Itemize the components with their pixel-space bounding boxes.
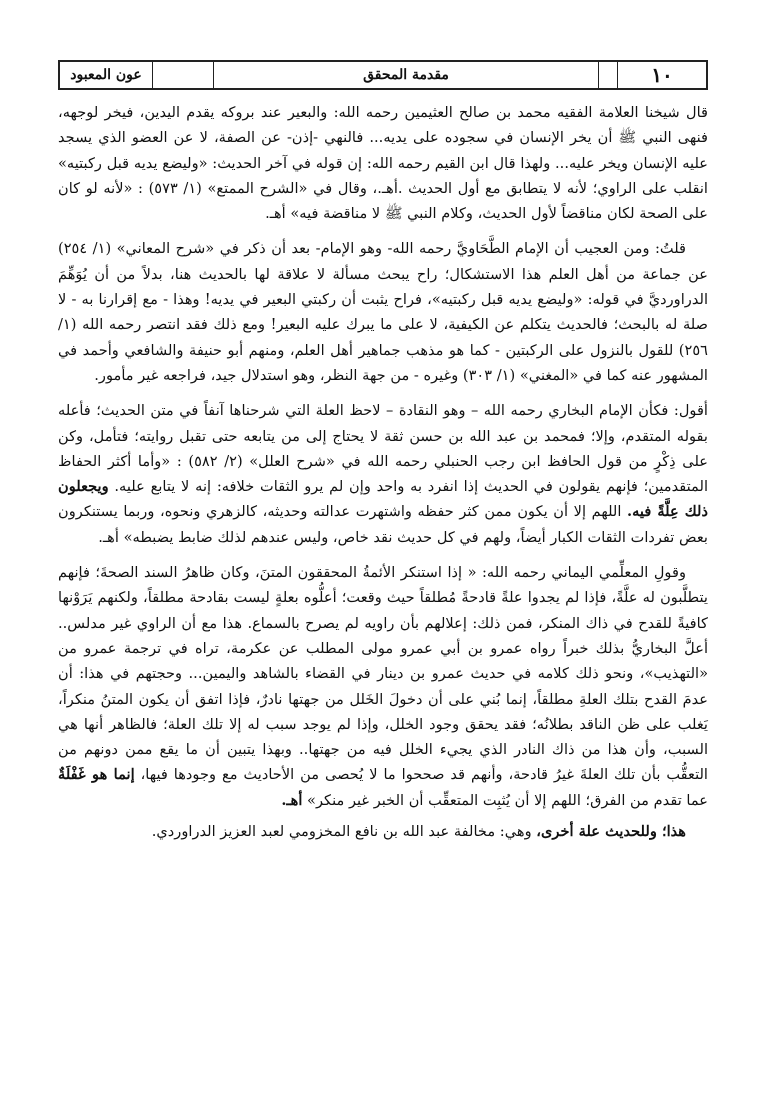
bold-text-run: هذا؛ وللحديث علة أخرى، [536, 823, 686, 841]
paragraph-muallimi [58, 560, 708, 813]
section-title: مقدمة المحقق [214, 61, 599, 89]
page [58, 60, 708, 844]
paragraph-quote-uthaymeen [58, 100, 708, 226]
bold-text-run: ويجعلون ذلك عِلَّةً فيه. [58, 478, 708, 521]
text-run: اللهم إلا أن يكون ممن كثر حفظه واشتهرت عدالته وحديثه، كالزهري ونحوه، وربما يستنكرون بعض تفردات الثقات الكبار أيضاً، ولهم في كل حديث نقد خاص، وليس عندهم لذلك ضابط يضبطه» أهـ. [58, 503, 708, 546]
text-run: وهي: مخالفة عبد الله بن نافع المخزومي لعبد العزيز الدراوردي. [151, 823, 537, 841]
page-header [58, 60, 708, 90]
text-run: قال شيخنا العلامة الفقيه محمد بن صالح العثيمين رحمه الله: والبعير عند بروكه يقدم اليدين، فيخر لوجهه، فنهى النبي ﷺ أن يخر الإنسان في سجوده على يديه... فالنهي -إذن- عن الصفة، لا عن العضو الذي يسجد عليه الإنسان ويخر عليه... ولهذا قال ابن القيم رحمه الله: إن قوله في آخر الحديث: «وليضع يديه قبل ركبتيه» انقلب على الراوي؛ لأنه لا يتطابق مع أول الحديث .أهـ.، وقال في «الشرح الممتع» (١/ ٥٧٣) : «لأنه لو كان على الصحة لكان مناقضاً لأول الحديث، وكلام النبي ﷺ لا مناقضة فيه» أهـ. [58, 104, 708, 223]
bold-text-run: أهـ. [281, 791, 303, 809]
paragraph-bukhari [58, 398, 708, 550]
paragraph-tahawi [58, 236, 708, 388]
header-spacer [153, 61, 214, 89]
page-number: ١٠ [618, 61, 708, 89]
text-run: قلتُ: ومن العجيب أن الإمام الطَّحَاويَّ رحمه الله- وهو الإمام- بعد أن ذكر في «شرح المعاني» (١/ ٢٥٤) عن جماعة من أهل العلم هذا الاستشكال؛ راح يبحث مسألة لا علاقة لها بالحديث هنا، بدلاً من أن يُوَهِّمَ الدراورديَّ في قوله: «وليضع يديه قبل ركبتيه»، فراح يثبت أن ركبتي البعير في يديه! وهذا - مع إقرارنا به - لا صلة له بالبحث؛ فالحديث يتكلم عن الكيفية، لا على ما يبرك عليه البعير! ومع ذلك فقد انتصر رحمه الله (١/ ٢٥٦) للقول بالنزول على الركبتين - كما هو مذهب جماهير أهل العلم، ومنهم أبو حنيفة والشافعي وأحمد في المشهور عنه كما في «المغني» (١/ ٣٠٣) وغيره - من جهة النظر، وهو استدلال جيد، فراجعه غير مأمور. [58, 240, 708, 384]
header-spacer [599, 61, 618, 89]
book-title: عون المعبود [59, 61, 153, 89]
bold-text-run: إنما هو غَفْلَةٌ [58, 766, 135, 784]
text-run: عما تقدم من الفرق؛ اللهم إلا أن يُثبِت المتعقِّب أن الخبر غير منكر» [302, 791, 708, 809]
text-run: أقول: فكأن الإمام البخاري رحمه الله – وهو النقادة – لاحظ العلة التي شرحناها آنفاً في متن الحديث؛ فأعله بقوله المتقدم، وإلا؛ فمحمد بن عبد الله بن حسن ثقة لا يحتاج إلى من يتابعه حتى تقبل روايته؛ فتأمل، وكن على ذِكْرٍ من قول الحافظ ابن رجب الحنبلي رحمه الله في «شرح العلل» (٢/ ٥٨٢) : «وأما أكثر الحفاظ المتقدمين؛ فإنهم يقولون في الحديث إذا انفرد به واحد وإن لم يرو الثقات خلافه: إنه لا يتابع عليه. [58, 402, 708, 496]
paragraph-another-defect [58, 819, 708, 844]
text-run: وقولِ المعلِّمي اليماني رحمه الله: « إذا استنكر الأئمةُ المحققون المتنَ، وكان ظاهرُ السند الصحةَ؛ فإنهم يتطلَّبون له علَّةً، فإذا لم يجدوا علةً قادحةً مُطلقاً حيث وقعت؛ أعلُّوه بعلةٍ ليست بقادحة مطلقاً، ولكنهم يَرَوْنها كافيةً للقدح في ذاك المنكر، فمن ذلك: إعلالهم بأن راويه لم يصرح بالسماع. هذا مع أن الراوي غير مدلس.. أعلَّ البخاريُّ بذلك خبراً رواه عمرو بن أبي عمرو مولى المطلب عن عكرمة، تراه في ترجمة عمرو من «التهذيب»، ونحو ذلك كلامه في حديث عمرو بن دينار في القضاء بالشاهد واليمين... وحجتهم في هذا: أن عدمَ القدح بتلك العلةِ مطلقاً، إنما بُني على أن دخولَ الخَلل من جهتها نادرٌ، فإذا اتفق أن يكون المتنُ منكراً، يَغلب على ظن الناقد بطلانُه؛ فقد يحقق وجود الخلل، وإذا لم يوجد سبب له إلا تلك العلة؛ فالظاهر أنها هي السبب، وأن هذا من ذاك النادر الذي يجيء الخلل فيه من جهتها.. وبهذا يتبين أن ما يقع ممن دونهم من التعقُّب بأن تلك العلةَ غيرُ قادحة، وأنهم قد صححوا ما لا يُحصى من الأحاديث مع وجودها فيها، [58, 564, 708, 784]
